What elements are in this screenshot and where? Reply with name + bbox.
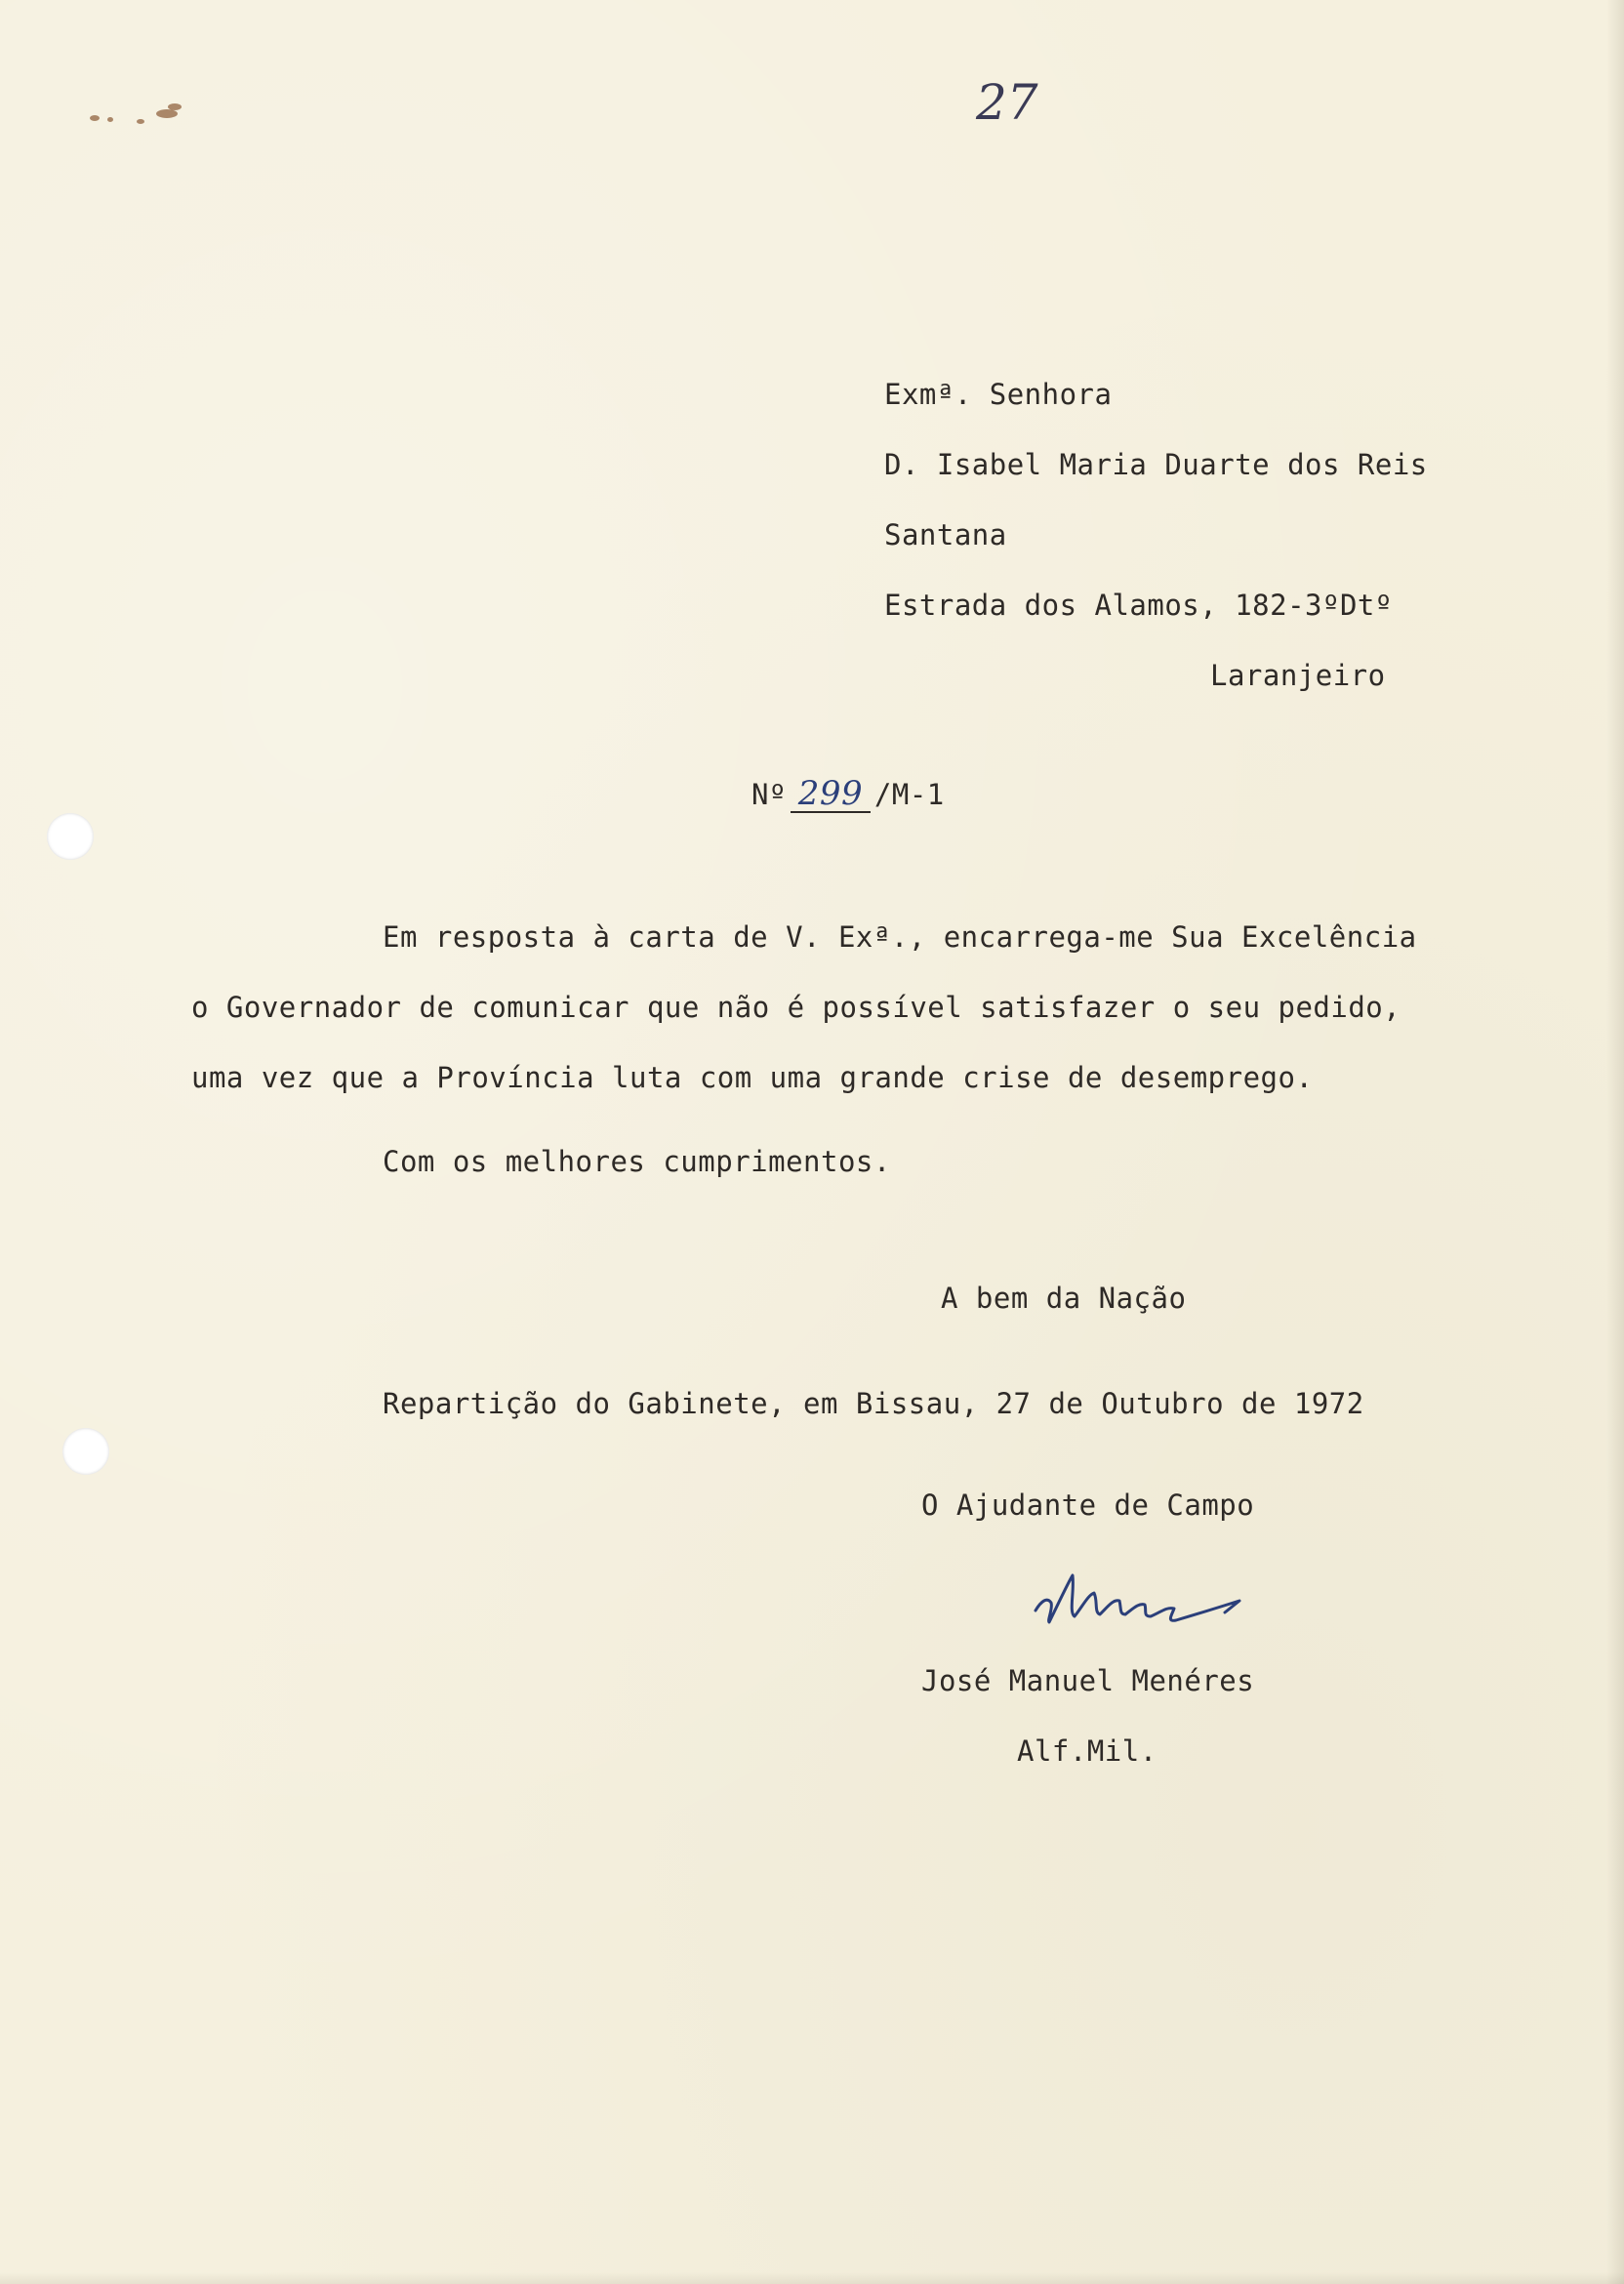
valediction: A bem da Nação <box>941 1282 1187 1315</box>
handwritten-signature <box>1030 1552 1254 1640</box>
punch-hole-top <box>47 813 94 860</box>
reference-number <box>751 774 945 813</box>
page-number: 27 <box>976 74 1038 131</box>
body-line-3: uma vez que a Província luta com uma grande crise de desemprego. <box>191 1061 1314 1094</box>
recipient-locality: Laranjeiro <box>1210 659 1386 692</box>
signatory-role: O Ajudante de Campo <box>921 1489 1255 1522</box>
signatory-rank: Alf.Mil. <box>1017 1734 1157 1768</box>
body-line-1: Em resposta à carta de V. Exª., encarrega-me Sua Excelência <box>383 920 1417 954</box>
punch-hole-bottom <box>62 1428 109 1475</box>
reference-handwritten-number: 299 <box>791 777 871 813</box>
recipient-name: D. Isabel Maria Duarte dos Reis <box>884 448 1428 481</box>
reference-prefix: Nº <box>751 778 787 811</box>
place-date: Repartição do Gabinete, em Bissau, 27 de Outubro de 1972 <box>383 1387 1364 1420</box>
signatory-name: José Manuel Menéres <box>921 1664 1255 1697</box>
recipient-street: Estrada dos Alamos, 182-3ºDtº <box>884 589 1393 622</box>
page-edge-shadow <box>1606 0 1624 2284</box>
body-line-2: o Governador de comunicar que não é possível satisfazer o seu pedido, <box>191 991 1401 1024</box>
reference-suffix: /M-1 <box>873 778 945 811</box>
recipient-salutation: Exmª. Senhora <box>884 378 1113 411</box>
page-bottom-edge <box>0 2272 1624 2284</box>
closing-line: Com os melhores cumprimentos. <box>383 1145 891 1178</box>
recipient-surname: Santana <box>884 518 1007 551</box>
